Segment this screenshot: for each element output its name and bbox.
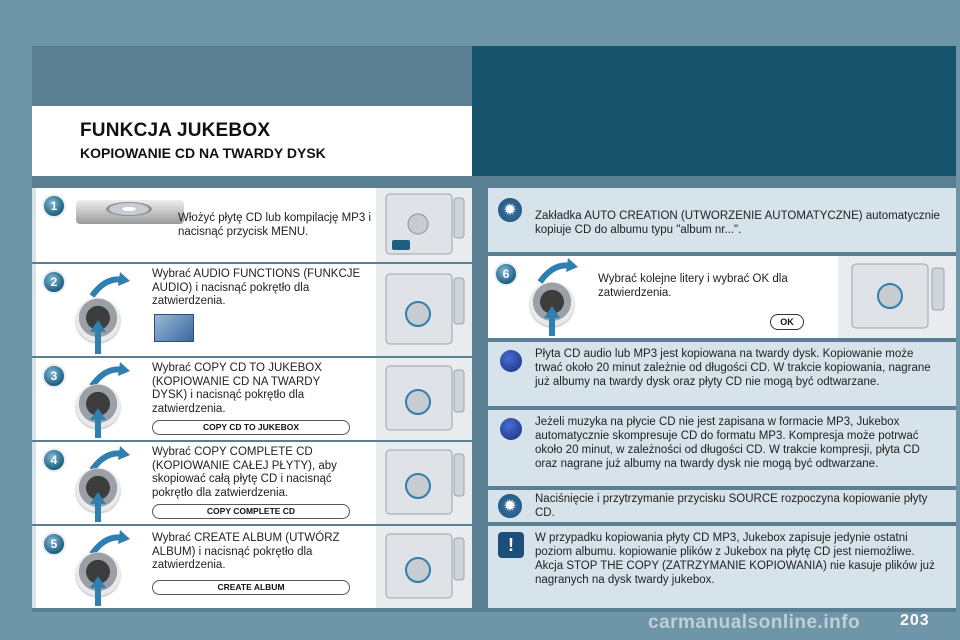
press-arrow-icon: [90, 576, 106, 606]
tip-auto-creation: [488, 188, 956, 252]
radio-unit-image: [76, 200, 184, 224]
tip-source-button: [488, 490, 956, 522]
sun-icon: ✹: [498, 198, 522, 222]
title-box: [32, 106, 472, 176]
tip-text: Naciśnięcie i przytrzymanie przycisku SOURCE rozpoczyna kopiowanie płyty CD.: [535, 493, 928, 519]
header-banner: [472, 46, 956, 176]
control-panel-drawing: [838, 256, 956, 338]
step-text: Wybrać AUDIO FUNCTIONS (FUNKCJE AUDIO) i nacisnąć pokrętło dla zatwierdzenia.: [152, 268, 361, 307]
sun-icon: ✹: [498, 494, 522, 518]
note-copy-duration: [488, 342, 956, 406]
control-panel-image: [376, 264, 472, 356]
step-text: Włożyć płytę CD lub kompilację MP3 i nacisnąć przycisk MENU.: [178, 212, 372, 238]
step-number-badge: 6: [494, 262, 518, 286]
create-album-button[interactable]: CREATE ALBUM: [152, 580, 350, 595]
note-text: Płyta CD audio lub MP3 jest kopiowana na twardy dysk. Kopiowanie może trwać około 20 minut zależnie od długości CD. W trakcie kopiowania, nagrane już albumy na twardy dysk oraz płyty CD nie mogą być odtwarzane.: [535, 348, 931, 388]
note-compression: [488, 410, 956, 486]
control-panel-image: [376, 526, 472, 608]
copy-complete-cd-button[interactable]: COPY COMPLETE CD: [152, 504, 350, 519]
step-number-badge: 1: [42, 194, 66, 218]
control-panel-drawing: [376, 264, 472, 356]
control-panel-image: [838, 256, 956, 338]
control-panel-image: [376, 358, 472, 440]
step-number-badge: 4: [42, 448, 66, 472]
page-number: 203: [900, 612, 930, 629]
control-panel-drawing: [376, 188, 472, 262]
cd-disc-icon: [106, 202, 152, 216]
step-text: Wybrać kolejne litery i wybrać OK dla zatwierdzenia.: [598, 273, 788, 299]
watermark: carmanualsonline.info: [648, 612, 861, 633]
page-title: FUNKCJA JUKEBOX: [80, 120, 271, 141]
step-text: Wybrać COPY CD TO JUKEBOX (KOPIOWANIE CD NA TWARDY DYSK) i nacisnąć pokrętło dla zatwierdzenia.: [152, 362, 322, 415]
note-text: Jeżeli muzyka na płycie CD nie jest zapisana w formacie MP3, Jukebox automatycznie skompresuje CD do formatu MP3. Kompresja może potrwać około 20 minut, w zależności od długości CD. W trakcie kompresji, płyta CD oraz nagrane już albumy na twardy dysk nie mogą być odtwarzane.: [535, 416, 920, 470]
step-5: [32, 526, 472, 608]
step-number-badge: 5: [42, 532, 66, 556]
control-panel-image: [376, 442, 472, 524]
warning-text: W przypadku kopiowania płyty CD MP3, Jukebox zapisuje jedynie ostatni poziom albumu. kopiowanie plików z Jukebox na płytę CD jest niemożliwe. Akcja STOP THE COPY (ZATRZYMANIE KOPIOWANIA) nie kasuje plików już nagranych na dysk twardy jukebox.: [535, 532, 935, 586]
rotate-arrow-icon: [536, 258, 580, 286]
audio-functions-icon: [154, 314, 194, 342]
press-arrow-icon: [544, 306, 560, 336]
step-text: Wybrać COPY COMPLETE CD (KOPIOWANIE CAŁEJ PŁYTY), aby skopiować całą płytę CD i nacisnąć pokrętło dla zatwierdzenia.: [152, 446, 337, 499]
press-arrow-icon: [90, 320, 106, 354]
step-number-badge: 3: [42, 364, 66, 388]
step-3: [32, 358, 472, 440]
bullet-icon: [500, 350, 522, 372]
rotate-arrow-icon: [88, 272, 132, 300]
step-1: [32, 188, 472, 262]
step-2: [32, 264, 472, 356]
control-panel-drawing: [376, 526, 472, 608]
bullet-icon: [500, 418, 522, 440]
copy-cd-to-jukebox-button[interactable]: COPY CD TO JUKEBOX: [152, 420, 350, 435]
step-4: [32, 442, 472, 524]
press-arrow-icon: [90, 408, 106, 438]
page-subtitle: KOPIOWANIE CD NA TWARDY DYSK: [80, 145, 326, 161]
control-panel-drawing: [376, 358, 472, 440]
step-text: Wybrać CREATE ALBUM (UTWÓRZ ALBUM) i nacisnąć pokrętło dla zatwierdzenia.: [152, 532, 340, 571]
control-panel-drawing: [376, 442, 472, 524]
press-arrow-icon: [90, 492, 106, 522]
control-panel-image: [376, 188, 472, 262]
step-number-badge: 2: [42, 270, 66, 294]
warning-mp3: [488, 526, 956, 608]
tip-text: Zakładka AUTO CREATION (UTWORZENIE AUTOMATYCZNE) automatycznie kopiuje CD do albumu typu "album nr...".: [535, 210, 940, 236]
step-6: [488, 256, 956, 338]
ok-button[interactable]: OK: [770, 314, 804, 330]
exclamation-icon: !: [498, 532, 524, 558]
